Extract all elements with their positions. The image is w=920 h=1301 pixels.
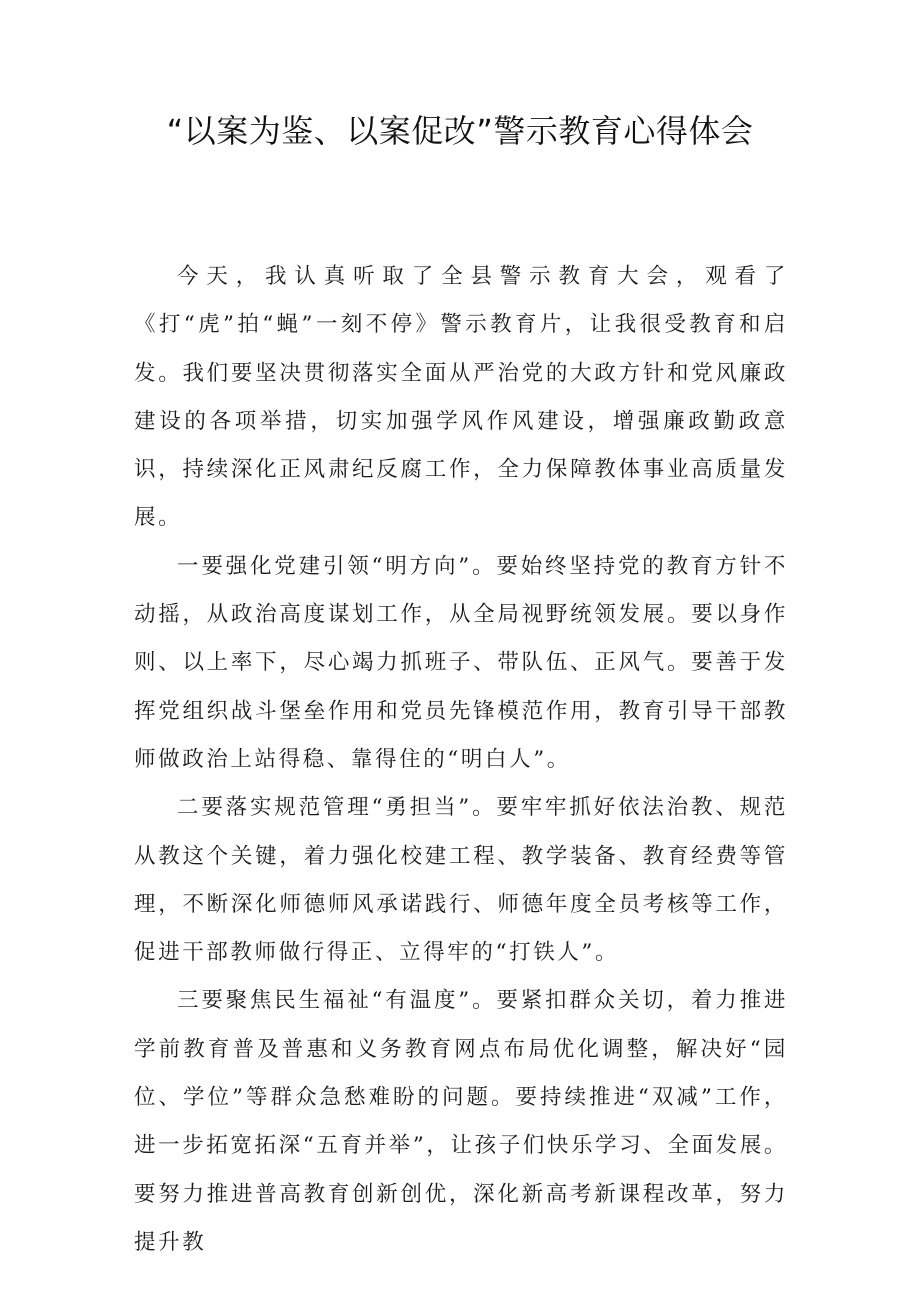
- paragraph-intro: 今天，我认真听取了全县警示教育大会，观看了《打“虎”拍“蝇”一刻不停》警示教育片，让我很受教育和启发。我们要坚决贯彻落实全面从严治党的大政方针和党风廉政建设的各项举措，切实加强学风作风建设，增强廉政勤政意识，持续深化正风肃纪反腐工作，全力保障教体事业高质量发展。: [134, 264, 788, 531]
- paragraph-point-2: 二要落实规范管理“勇担当”。要牢牢抓好依法治教、规范从教这个关键，着力强化校建工程、教学装备、教育经费等管理，不断深化师德师风承诺践行、师德年度全员考核等工作，促进干部教师做行得正、立得牢的“打铁人”。: [134, 795, 788, 966]
- document-body: [134, 253, 788, 1267]
- paragraph-point-1: 一要强化党建引领“明方向”。要始终坚持党的教育方针不动摇，从政治高度谋划工作，从全局视野统领发展。要以身作则、以上率下，尽心竭力抓班子、带队伍、正风气。要善于发挥党组织战斗堡垒作用和党员先锋模范作用，教育引导干部教师做政治上站得稳、靠得住的“明白人”。: [134, 553, 788, 772]
- paragraph-point-3: 三要聚焦民生福祉“有温度”。要紧扣群众关切，着力推进学前教育普及普惠和义务教育网点布局优化调整，解决好“园位、学位”等群众急愁难盼的问题。要持续推进“双减”工作，进一步拓宽拓深“五育并举”，让孩子们快乐学习、全面发展。要努力推进普高教育创新创优，深化新高考新课程改革，努力提升教: [134, 988, 788, 1255]
- document-title: “以案为鉴、以案促改”警示教育心得体会: [166, 112, 754, 150]
